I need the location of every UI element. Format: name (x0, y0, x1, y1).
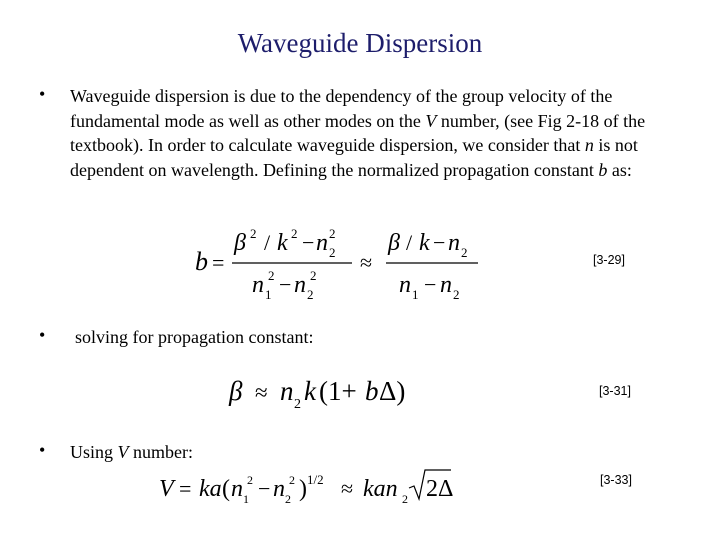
svg-text:(: ( (222, 476, 230, 502)
svg-text:n: n (231, 476, 243, 502)
svg-text:ka: ka (199, 476, 222, 502)
svg-text:2: 2 (291, 226, 298, 241)
bullet-text: Using V number: (70, 442, 194, 462)
svg-text:2: 2 (310, 268, 317, 283)
svg-text:−: − (302, 230, 315, 255)
svg-text:2: 2 (461, 245, 468, 260)
svg-text:n: n (273, 476, 285, 502)
bullet-marker: • (39, 440, 46, 460)
svg-text:−: − (433, 230, 446, 255)
svg-text:V: V (159, 476, 174, 502)
equation-normalized-propagation-constant (190, 224, 500, 302)
svg-text:=: = (179, 476, 192, 501)
equation-propagation-constant (225, 368, 425, 412)
svg-text:−: − (279, 272, 292, 297)
svg-text:n: n (294, 272, 306, 298)
svg-text:β: β (234, 230, 246, 256)
svg-text:): ) (299, 476, 307, 502)
svg-text:2: 2 (329, 226, 336, 241)
equation-label: [3-29] (593, 253, 625, 267)
eq-symbol-b: b (195, 247, 208, 276)
svg-text:≈: ≈ (341, 476, 354, 501)
svg-text:2: 2 (285, 492, 291, 506)
equation-v-number (155, 466, 455, 506)
svg-text:2: 2 (289, 473, 295, 487)
svg-text:−: − (258, 476, 271, 501)
bullet-marker: • (39, 325, 46, 345)
svg-text:n: n (399, 272, 411, 298)
svg-text:n: n (316, 230, 328, 256)
svg-text:2Δ: 2Δ (426, 476, 454, 502)
svg-text:n: n (252, 272, 264, 298)
svg-text:β: β (388, 230, 400, 256)
svg-text:k: k (419, 230, 430, 256)
eq-equals: = (212, 250, 225, 275)
bullet-text: Waveguide dispersion is due to the dependency of the group velocity of the fundamental mode as well as other modes on the V number, (see Fig 2-18 of the textbook). In order to calculate waveguide dispersion, we consider that n is not dependent on wavelength. Defining the normalized propagation constant b as: (70, 86, 646, 180)
svg-text:1: 1 (412, 287, 419, 302)
svg-text:≈: ≈ (255, 380, 268, 405)
svg-text:2: 2 (268, 268, 275, 283)
bullet-text: solving for propagation constant: (75, 327, 314, 347)
svg-text:1: 1 (265, 287, 272, 302)
svg-text:−: − (424, 272, 437, 297)
svg-text:n: n (448, 230, 460, 256)
svg-text:β: β (229, 376, 243, 406)
svg-text:1: 1 (243, 492, 249, 506)
svg-text:2: 2 (329, 245, 336, 260)
equation-label: [3-31] (599, 384, 631, 398)
svg-text:2: 2 (307, 287, 314, 302)
svg-text:2: 2 (402, 492, 408, 506)
bullet-marker: • (39, 84, 46, 104)
equation-label: [3-33] (600, 473, 632, 487)
svg-text:1/2: 1/2 (307, 472, 324, 487)
svg-text:b: b (365, 376, 379, 406)
svg-text:2: 2 (247, 473, 253, 487)
svg-text:2: 2 (250, 226, 257, 241)
svg-text:/: / (406, 230, 413, 255)
svg-text:2: 2 (453, 287, 460, 302)
svg-text:k: k (304, 376, 316, 406)
slide-title: Waveguide Dispersion (237, 28, 483, 58)
svg-text:k: k (277, 230, 288, 256)
svg-text:Δ): Δ) (379, 376, 406, 406)
svg-text:(1+: (1+ (319, 376, 357, 406)
svg-text:2: 2 (294, 397, 301, 412)
svg-text:n: n (280, 376, 294, 406)
svg-text:kan: kan (363, 476, 398, 502)
svg-text:n: n (440, 272, 452, 298)
svg-text:/: / (264, 230, 271, 255)
svg-text:≈: ≈ (360, 250, 373, 275)
